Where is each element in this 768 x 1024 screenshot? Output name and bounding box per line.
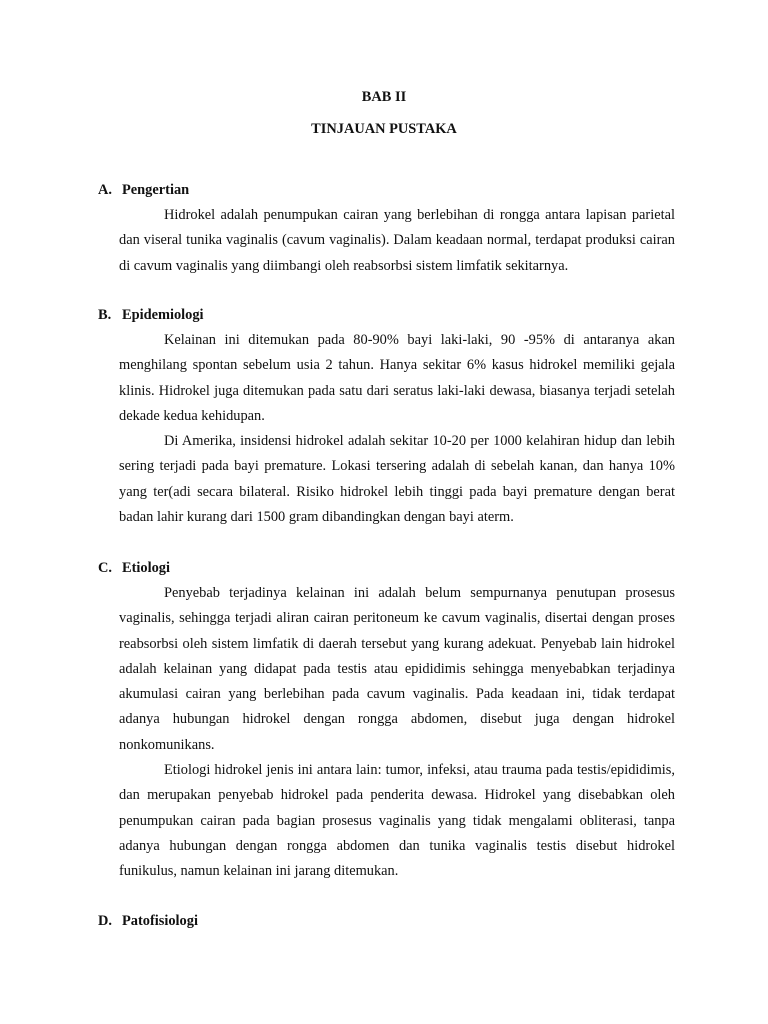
- section-epidemiologi: [98, 305, 675, 530]
- section-pengertian: [98, 180, 675, 279]
- section-title: Patofisiologi: [122, 913, 198, 929]
- paragraph: Hidrokel adalah penumpukan cairan yang berlebihan di rongga antara lapisan parietal dan viseral tunika vaginalis (cavum vaginalis). Dalam keadaan normal, terdapat produksi cairan di cavum vaginalis yang diimbangi oleh reabsorbsi sistem limfatik sekitarnya.: [119, 207, 675, 274]
- section-patofisiologi: [98, 911, 675, 931]
- paragraph: Etiologi hidrokel jenis ini antara lain: tumor, infeksi, atau trauma pada testis/epididimis, dan merupakan penyebab hidrokel pada penderita dewasa. Hidrokel yang disebabkan oleh penumpukan cairan pada bagian prosesus vaginalis yang tidak mengalami obliterasi, tanpa adanya hubungan dengan rongga abdomen dan tunika vaginalis testis disebut hidrokel funikulus, namun kelainan ini jarang ditemukan.: [119, 762, 675, 880]
- section-heading: [98, 558, 675, 578]
- section-letter: C.: [98, 560, 112, 576]
- section-title: Epidemiologi: [122, 307, 204, 323]
- section-etiologi: [98, 558, 675, 885]
- paragraph: Penyebab terjadinya kelainan ini adalah belum sempurnanya penutupan prosesus vaginalis, sehingga terjadi aliran cairan peritoneum ke cavum vaginalis, disertai dengan proses reabsorbsi oleh sistem limfatik di daerah tersebut yang kurang adekuat. Penyebab lain hidrokel adalah kelainan yang didapat pada testis atau epididimis sehingga menyebabkan terjadinya akumulasi cairan yang berlebihan pada cavum vaginalis. Pada keadaan ini, tidak terdapat adanya hubungan hidrokel dengan rongga abdomen, disebut juga dengan hidrokel nonkomunikans.: [119, 585, 675, 753]
- section-title: Etiologi: [122, 560, 170, 576]
- section-letter: B.: [98, 307, 112, 323]
- section-heading: [98, 911, 675, 931]
- section-heading: [98, 180, 675, 200]
- section-letter: A.: [98, 182, 112, 198]
- paragraph: Di Amerika, insidensi hidrokel adalah sekitar 10-20 per 1000 kelahiran hidup dan lebih sering terjadi pada bayi premature. Lokasi tersering adalah di sebelah kanan, dan hanya 10% yang ter(adi secara bilateral. Risiko hidrokel lebih tinggi pada bayi premature dengan berat badan lahir kurang dari 1500 gram dibandingkan dengan bayi aterm.: [119, 433, 675, 526]
- section-letter: D.: [98, 913, 112, 929]
- section-title: Pengertian: [122, 182, 190, 198]
- section-heading: [98, 305, 675, 325]
- chapter-number: BAB II: [361, 89, 407, 105]
- chapter-title: TINJAUAN PUSTAKA: [311, 121, 457, 137]
- paragraph: Kelainan ini ditemukan pada 80-90% bayi laki-laki, 90 -95% di antaranya akan menghilang spontan sebelum usia 2 tahun. Hanya sekitar 6% kasus hidrokel memiliki gejala klinis. Hidrokel juga ditemukan pada satu dari seratus laki-laki dewasa, biasanya terjadi setelah dekade kedua kehidupan.: [119, 332, 675, 424]
